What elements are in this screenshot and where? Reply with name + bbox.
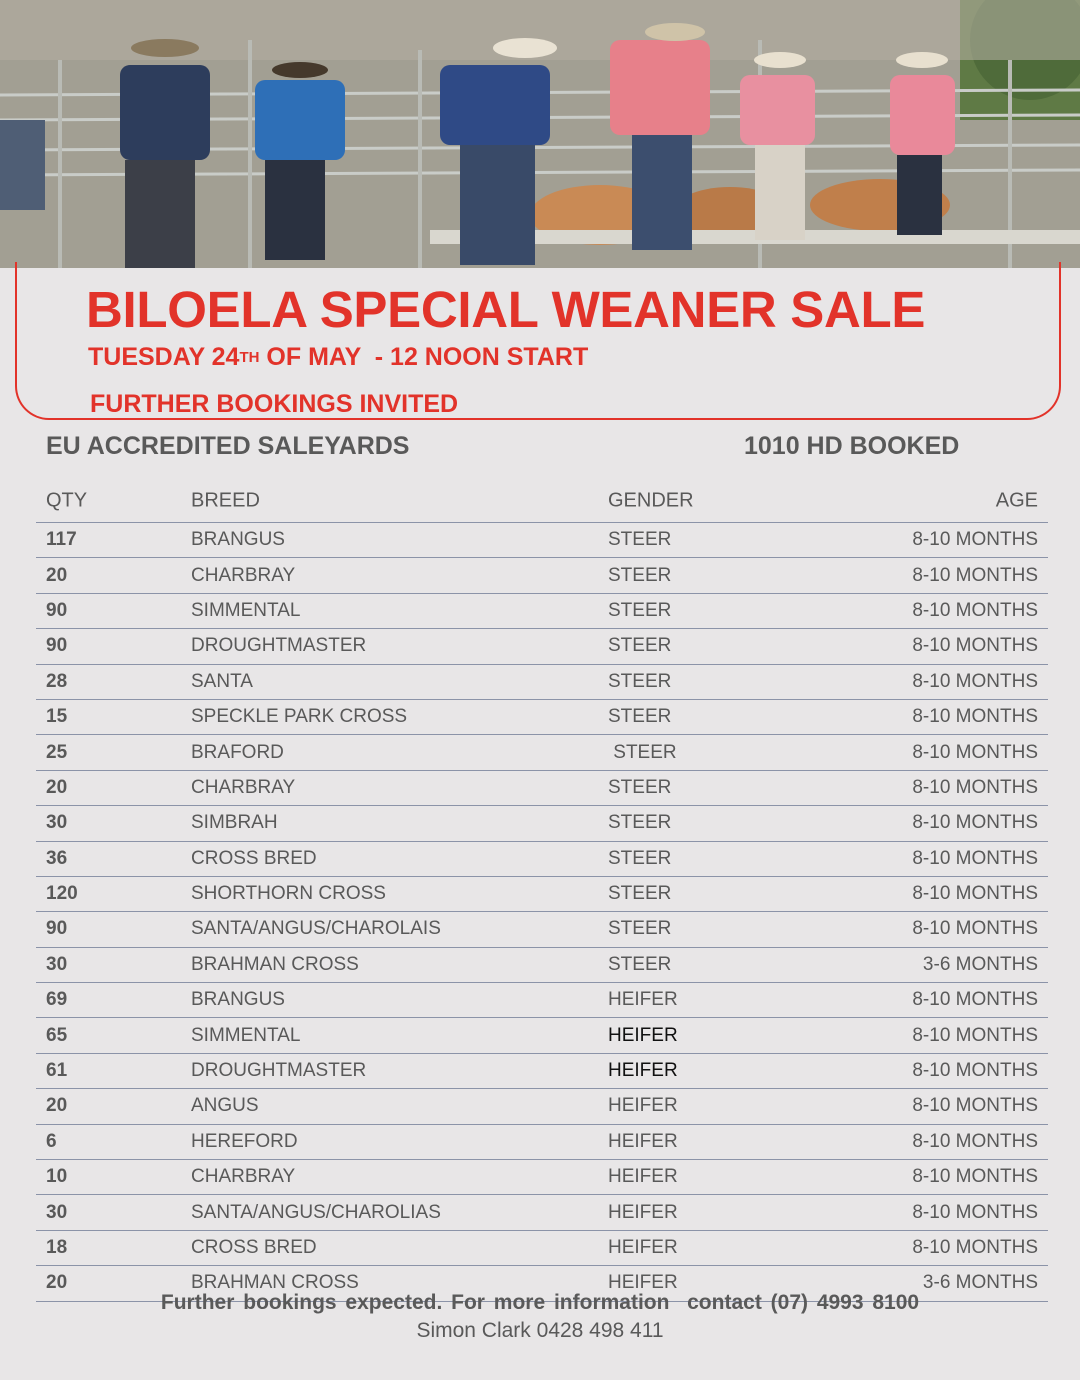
age-cell: 8-10 MONTHS: [912, 918, 1038, 940]
table-row: [36, 1160, 1048, 1195]
gender-cell: HEIFER: [608, 1201, 678, 1223]
table-row: [36, 594, 1048, 629]
breed-cell: SHORTHORN CROSS: [191, 883, 386, 905]
age-cell: 3-6 MONTHS: [922, 953, 1038, 975]
qty-cell: 117: [46, 529, 77, 551]
qty-cell: 28: [46, 670, 68, 692]
age-cell: 8-10 MONTHS: [912, 883, 1038, 905]
gender-cell: HEIFER: [608, 1060, 678, 1082]
gender-cell: HEIFER: [608, 989, 678, 1011]
age-cell: 8-10 MONTHS: [912, 1166, 1038, 1188]
age-cell: 8-10 MONTHS: [912, 706, 1038, 728]
age-cell: 8-10 MONTHS: [912, 1130, 1038, 1152]
bookings-invited: FURTHER BOOKINGS INVITED: [90, 390, 459, 418]
age-cell: 8-10 MONTHS: [912, 1060, 1038, 1082]
table-row: [36, 735, 1048, 770]
gender-cell: STEER: [608, 529, 672, 551]
sale-date-prefix: TUESDAY 24: [88, 343, 240, 371]
age-cell: 8-10 MONTHS: [912, 529, 1038, 551]
gender-cell: STEER: [608, 599, 672, 621]
gender-cell: HEIFER: [608, 1166, 678, 1188]
qty-cell: 69: [46, 989, 68, 1011]
breed-cell: BRAFORD: [191, 741, 284, 763]
age-cell: 8-10 MONTHS: [912, 1024, 1038, 1046]
breed-cell: DROUGHTMASTER: [191, 635, 367, 657]
table-row: [36, 877, 1048, 912]
age-cell: 3-6 MONTHS: [922, 1272, 1038, 1294]
breed-cell: SANTA/ANGUS/CHAROLAIS: [191, 918, 441, 940]
breed-cell: HEREFORD: [191, 1130, 298, 1152]
gender-cell: HEIFER: [608, 1095, 678, 1117]
breed-cell: BRANGUS: [191, 529, 285, 551]
column-header-qty: QTY: [46, 489, 88, 512]
qty-cell: 30: [46, 812, 68, 834]
sale-date-rest: OF MAY - 12 NOON START: [259, 343, 589, 371]
breed-cell: CROSS BRED: [191, 1237, 317, 1258]
table-row: [36, 1125, 1048, 1160]
breed-cell: BRANGUS: [191, 989, 285, 1011]
breed-cell: SANTA/ANGUS/CHAROLIAS: [191, 1201, 441, 1223]
table-row: [36, 1195, 1048, 1230]
age-cell: 8-10 MONTHS: [912, 1095, 1038, 1117]
table-row: [36, 983, 1048, 1018]
qty-cell: 36: [46, 847, 68, 869]
breed-cell: SIMMENTAL: [191, 599, 301, 621]
age-cell: 8-10 MONTHS: [912, 670, 1038, 692]
qty-cell: 90: [46, 599, 68, 621]
gender-cell: HEIFER: [608, 1272, 678, 1294]
qty-cell: 30: [46, 953, 68, 975]
gender-cell: STEER: [608, 883, 672, 905]
table-row: [36, 700, 1048, 735]
gender-cell: HEIFER: [608, 1237, 678, 1258]
qty-cell: 20: [46, 776, 68, 798]
footer-contact: Further bookings expected. For more information contact (07) 4993 8100: [160, 1291, 920, 1314]
gender-cell: STEER: [608, 706, 672, 728]
table-row: [36, 629, 1048, 664]
age-cell: 8-10 MONTHS: [912, 812, 1038, 834]
breed-cell: SPECKLE PARK CROSS: [191, 706, 408, 728]
gender-cell: HEIFER: [608, 1024, 678, 1046]
gender-cell: HEIFER: [608, 1130, 678, 1152]
age-cell: 8-10 MONTHS: [912, 1201, 1038, 1223]
qty-cell: 20: [46, 1095, 68, 1117]
qty-cell: 30: [46, 1201, 68, 1223]
age-cell: 8-10 MONTHS: [912, 599, 1038, 621]
head-booked-count: 1010 HD BOOKED: [744, 432, 960, 460]
qty-cell: 90: [46, 635, 68, 657]
age-cell: 8-10 MONTHS: [912, 776, 1038, 798]
gender-cell: STEER: [608, 741, 677, 763]
sale-table: [36, 480, 1048, 1302]
column-header-age: AGE: [995, 489, 1038, 512]
gender-cell: STEER: [608, 564, 672, 586]
qty-cell: 65: [46, 1024, 68, 1046]
gender-cell: STEER: [608, 670, 672, 692]
table-row: [36, 523, 1048, 558]
breed-cell: CHARBRAY: [191, 776, 296, 798]
age-cell: 8-10 MONTHS: [912, 741, 1038, 763]
age-cell: 8-10 MONTHS: [912, 989, 1038, 1011]
gender-cell: STEER: [608, 812, 672, 834]
breed-cell: SIMBRAH: [191, 812, 278, 834]
column-header-breed: BREED: [191, 489, 260, 512]
gender-cell: STEER: [608, 847, 672, 869]
table-row: [36, 558, 1048, 593]
saleyard-illustration: [0, 0, 1080, 268]
age-cell: 8-10 MONTHS: [912, 564, 1038, 586]
table-row: [36, 806, 1048, 841]
table-row: [36, 912, 1048, 947]
breed-cell: CROSS BRED: [191, 847, 317, 869]
breed-cell: SIMMENTAL: [191, 1024, 301, 1046]
qty-cell: 6: [46, 1130, 57, 1152]
table-row: [36, 665, 1048, 700]
table-row: [36, 948, 1048, 983]
age-cell: 8-10 MONTHS: [912, 847, 1038, 869]
table-header-row: [36, 480, 1048, 523]
table-row: [36, 1054, 1048, 1089]
qty-cell: 15: [46, 706, 68, 728]
breed-cell: CHARBRAY: [191, 1166, 296, 1188]
column-header-gender: GENDER: [608, 489, 694, 512]
qty-cell: 10: [46, 1166, 68, 1188]
table-row: [36, 1089, 1048, 1124]
breed-cell: DROUGHTMASTER: [191, 1060, 367, 1082]
breed-cell: ANGUS: [191, 1095, 259, 1117]
qty-cell: 25: [46, 741, 68, 763]
gender-cell: STEER: [608, 776, 672, 798]
qty-cell: 18: [46, 1237, 68, 1258]
gender-cell: STEER: [608, 918, 672, 940]
qty-cell: 20: [46, 564, 68, 586]
breed-cell: BRAHMAN CROSS: [191, 1272, 359, 1294]
qty-cell: 20: [46, 1272, 68, 1294]
table-row: [36, 842, 1048, 877]
saleyard-photo: [0, 0, 1080, 268]
table-row: [36, 1018, 1048, 1053]
age-cell: 8-10 MONTHS: [912, 1237, 1038, 1258]
footer-agent: Simon Clark 0428 498 411: [416, 1319, 664, 1342]
breed-cell: SANTA: [191, 670, 253, 692]
eu-accredited-label: EU ACCREDITED SALEYARDS: [46, 432, 410, 460]
qty-cell: 61: [46, 1060, 68, 1082]
table-row: [36, 1231, 1048, 1266]
sale-date: [88, 343, 588, 372]
qty-cell: 120: [46, 883, 78, 905]
breed-cell: CHARBRAY: [191, 564, 296, 586]
table-row: [36, 771, 1048, 806]
gender-cell: STEER: [608, 635, 672, 657]
gender-cell: STEER: [608, 953, 672, 975]
qty-cell: 90: [46, 918, 68, 940]
breed-cell: BRAHMAN CROSS: [191, 953, 359, 975]
sale-date-suffix-sup: TH: [239, 349, 260, 366]
age-cell: 8-10 MONTHS: [912, 635, 1038, 657]
sale-title: BILOELA SPECIAL WEANER SALE: [86, 281, 926, 338]
